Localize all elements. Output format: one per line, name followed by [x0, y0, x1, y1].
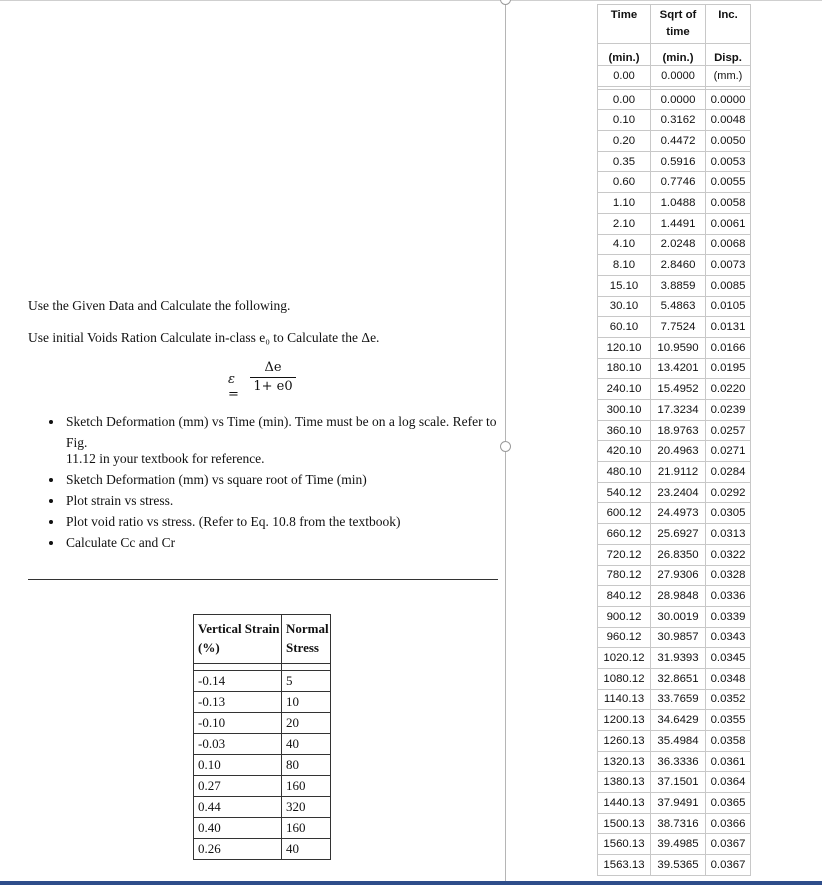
sqrt-time-cell: 28.9848: [651, 586, 706, 607]
time-cell: 60.10: [597, 317, 651, 338]
stress-cell: 160: [282, 776, 331, 797]
task-text: Plot strain vs stress.: [66, 493, 174, 508]
time-cell: 180.10: [597, 359, 651, 380]
instruction-line-1: Use the Given Data and Calculate the following.: [28, 298, 291, 313]
table-units-row: [597, 66, 751, 87]
strain-cell: 0.26: [194, 839, 282, 860]
table-row: [597, 814, 751, 835]
disp-cell: 0.0366: [706, 814, 751, 835]
sqrt-time-cell: 30.9857: [651, 628, 706, 649]
formula-fraction: [250, 360, 296, 395]
table-row: [597, 359, 751, 380]
table-row: [597, 462, 751, 483]
table-row: [597, 90, 751, 111]
sqrt-cell: 0.0000: [651, 66, 706, 87]
header-time: Time: [597, 4, 651, 44]
time-cell: 540.12: [597, 483, 651, 504]
strain-stress-table: [193, 614, 331, 860]
task-text-continued: 11.12 in your textbook for reference.: [66, 451, 265, 466]
formula-numerator: Δe: [264, 360, 282, 375]
table-row: [194, 797, 331, 818]
table-row: [597, 441, 751, 462]
strain-cell: -0.13: [194, 692, 282, 713]
time-cell: 1.10: [597, 193, 651, 214]
time-cell: 840.12: [597, 586, 651, 607]
disp-cell: 0.0068: [706, 235, 751, 256]
disp-cell: 0.0195: [706, 359, 751, 380]
disp-cell: 0.0292: [706, 483, 751, 504]
sqrt-time-cell: 10.9590: [651, 338, 706, 359]
resize-handle-top[interactable]: [500, 0, 511, 5]
table-row: [597, 317, 751, 338]
sqrt-time-cell: 26.8350: [651, 545, 706, 566]
disp-cell: 0.0348: [706, 669, 751, 690]
header-inc: Inc.: [706, 4, 751, 44]
consolidation-rows: [597, 90, 751, 876]
stress-cell: 40: [282, 734, 331, 755]
table-row: [597, 276, 751, 297]
bottom-bar: [0, 881, 822, 885]
disp-cell: 0.0305: [706, 503, 751, 524]
table-row: [597, 110, 751, 131]
time-cell: 720.12: [597, 545, 651, 566]
task-text: Plot void ratio vs stress. (Refer to Eq. 10.8 from the textbook): [66, 514, 401, 529]
strain-cell: -0.10: [194, 713, 282, 734]
sqrt-time-cell: 18.9763: [651, 421, 706, 442]
sqrt-time-cell: 39.4985: [651, 834, 706, 855]
table-row: [597, 152, 751, 173]
table-row: [597, 297, 751, 318]
sqrt-time-cell: 1.0488: [651, 193, 706, 214]
table-row: [597, 193, 751, 214]
table-row: [597, 772, 751, 793]
table-row: [194, 839, 331, 860]
sqrt-time-cell: 15.4952: [651, 379, 706, 400]
sqrt-time-cell: 1.4491: [651, 214, 706, 235]
sqrt-time-cell: 33.7659: [651, 690, 706, 711]
time-cell: 1260.13: [597, 731, 651, 752]
table-row: [597, 607, 751, 628]
disp-cell: 0.0000: [706, 90, 751, 111]
time-cell: 0.00: [597, 90, 651, 111]
disp-cell: 0.0105: [706, 297, 751, 318]
stress-cell: 20: [282, 713, 331, 734]
disp-cell: 0.0061: [706, 214, 751, 235]
stress-cell: 10: [282, 692, 331, 713]
table-row: [597, 235, 751, 256]
sqrt-time-cell: 7.7524: [651, 317, 706, 338]
sqrt-time-cell: 2.0248: [651, 235, 706, 256]
disp-cell: 0.0339: [706, 607, 751, 628]
table-row: [597, 503, 751, 524]
sqrt-time-cell: 27.9306: [651, 566, 706, 587]
strain-cell: 0.44: [194, 797, 282, 818]
table-header-row: [597, 44, 751, 66]
stress-cell: 40: [282, 839, 331, 860]
time-cell: 900.12: [597, 607, 651, 628]
time-cell: 1320.13: [597, 752, 651, 773]
time-cell: 1500.13: [597, 814, 651, 835]
instruction-line-2: Use initial Voids Ration Calculate in-class e₀ to Calculate the Δe.: [28, 330, 380, 345]
disp-cell: 0.0257: [706, 421, 751, 442]
disp-cell: 0.0313: [706, 524, 751, 545]
table-row: [597, 669, 751, 690]
task-item: [64, 532, 504, 553]
sqrt-time-cell: 0.4472: [651, 131, 706, 152]
sqrt-time-cell: 24.4973: [651, 503, 706, 524]
sqrt-time-cell: 37.9491: [651, 793, 706, 814]
time-cell: 780.12: [597, 566, 651, 587]
formula-lhs: ε =: [228, 372, 239, 402]
table-row: [194, 734, 331, 755]
header-time-unit: (min.): [597, 44, 651, 66]
stress-cell: 5: [282, 671, 331, 692]
disp-cell: 0.0365: [706, 793, 751, 814]
time-cell: 1200.13: [597, 710, 651, 731]
strain-cell: 0.40: [194, 818, 282, 839]
stress-cell: 160: [282, 818, 331, 839]
task-text: Sketch Deformation (mm) vs square root of Time (min): [66, 472, 367, 487]
disp-cell: 0.0284: [706, 462, 751, 483]
table-header-row: [597, 4, 751, 44]
disp-cell: 0.0355: [706, 710, 751, 731]
table-row: [597, 648, 751, 669]
time-cell: 1020.12: [597, 648, 651, 669]
table-row: [194, 818, 331, 839]
table-row: [194, 713, 331, 734]
time-cell: 960.12: [597, 628, 651, 649]
sqrt-time-cell: 31.9393: [651, 648, 706, 669]
table-row: [597, 172, 751, 193]
strain-cell: 0.10: [194, 755, 282, 776]
time-cell: 1380.13: [597, 772, 651, 793]
horizontal-rule: [28, 579, 498, 580]
disp-cell: 0.0048: [706, 110, 751, 131]
disp-cell: 0.0271: [706, 441, 751, 462]
time-cell: 8.10: [597, 255, 651, 276]
sqrt-time-cell: 0.5916: [651, 152, 706, 173]
disp-cell: 0.0322: [706, 545, 751, 566]
table-row: [597, 483, 751, 504]
disp-cell: 0.0358: [706, 731, 751, 752]
disp-cell: 0.0053: [706, 152, 751, 173]
time-cell: 600.12: [597, 503, 651, 524]
table-row: [597, 690, 751, 711]
strain-cell: -0.03: [194, 734, 282, 755]
sqrt-time-cell: 0.3162: [651, 110, 706, 131]
disp-cell: 0.0131: [706, 317, 751, 338]
time-cell: 660.12: [597, 524, 651, 545]
time-cell: 300.10: [597, 400, 651, 421]
table-row: [597, 338, 751, 359]
table-row: [597, 752, 751, 773]
disp-cell: 0.0367: [706, 834, 751, 855]
time-cell: 1140.13: [597, 690, 651, 711]
sqrt-time-cell: 39.5365: [651, 855, 706, 876]
table-row: [194, 755, 331, 776]
table-row: [597, 214, 751, 235]
disp-cell: 0.0343: [706, 628, 751, 649]
sqrt-time-cell: 3.8859: [651, 276, 706, 297]
header-disp: Disp.: [706, 44, 751, 66]
table-row: [597, 400, 751, 421]
disp-cell: 0.0367: [706, 855, 751, 876]
table-row: [194, 776, 331, 797]
sqrt-time-cell: 30.0019: [651, 607, 706, 628]
sqrt-time-cell: 0.7746: [651, 172, 706, 193]
time-cell: 420.10: [597, 441, 651, 462]
sqrt-time-cell: 25.6927: [651, 524, 706, 545]
disp-cell: 0.0345: [706, 648, 751, 669]
table-row: [597, 421, 751, 442]
formula-denominator: 1+ e0: [253, 379, 293, 394]
disp-cell: 0.0166: [706, 338, 751, 359]
time-cell: 120.10: [597, 338, 651, 359]
disp-cell: 0.0058: [706, 193, 751, 214]
table-row: [194, 671, 331, 692]
disp-cell: 0.0220: [706, 379, 751, 400]
sqrt-time-cell: 2.8460: [651, 255, 706, 276]
table-row: [194, 692, 331, 713]
table-header-row: [194, 615, 331, 664]
time-cell: 2.10: [597, 214, 651, 235]
sqrt-time-cell: 17.3234: [651, 400, 706, 421]
disp-cell: 0.0361: [706, 752, 751, 773]
header-sqrt-unit: (min.): [651, 44, 706, 66]
sqrt-time-cell: 5.4863: [651, 297, 706, 318]
stress-cell: 80: [282, 755, 331, 776]
task-item: [64, 411, 504, 467]
disp-cell: 0.0073: [706, 255, 751, 276]
table-row: [597, 379, 751, 400]
disp-cell: 0.0352: [706, 690, 751, 711]
sqrt-time-cell: 38.7316: [651, 814, 706, 835]
time-cell: 0.00: [597, 66, 651, 87]
stress-cell: 320: [282, 797, 331, 818]
disp-unit-cell: (mm.): [706, 66, 751, 87]
task-item: [64, 469, 504, 490]
time-cell: 0.60: [597, 172, 651, 193]
time-cell: 240.10: [597, 379, 651, 400]
header-vertical-strain: Vertical Strain (%): [194, 615, 282, 664]
time-cell: 1560.13: [597, 834, 651, 855]
time-cell: 4.10: [597, 235, 651, 256]
task-text: Sketch Deformation (mm) vs Time (min). Time must be on a log scale. Refer to Fig.: [66, 414, 497, 450]
table-row: [597, 793, 751, 814]
disp-cell: 0.0364: [706, 772, 751, 793]
task-list: [46, 411, 504, 553]
sqrt-time-cell: 0.0000: [651, 90, 706, 111]
time-cell: 0.35: [597, 152, 651, 173]
header-normal-stress: Normal Stress: [282, 615, 331, 664]
sqrt-time-cell: 13.4201: [651, 359, 706, 380]
disp-cell: 0.0085: [706, 276, 751, 297]
disp-cell: 0.0055: [706, 172, 751, 193]
time-cell: 15.10: [597, 276, 651, 297]
table-row: [597, 545, 751, 566]
sqrt-time-cell: 36.3336: [651, 752, 706, 773]
time-cell: 0.10: [597, 110, 651, 131]
time-cell: 1440.13: [597, 793, 651, 814]
task-item: [64, 511, 504, 532]
task-text: Calculate Cc and Cr: [66, 535, 176, 550]
strain-cell: -0.14: [194, 671, 282, 692]
disp-cell: 0.0328: [706, 566, 751, 587]
table-row: [597, 710, 751, 731]
table-row: [597, 566, 751, 587]
table-row: [597, 628, 751, 649]
sqrt-time-cell: 21.9112: [651, 462, 706, 483]
time-cell: 1080.12: [597, 669, 651, 690]
table-row: [597, 731, 751, 752]
time-cell: 1563.13: [597, 855, 651, 876]
table-spacer-row: [194, 664, 331, 671]
time-cell: 480.10: [597, 462, 651, 483]
header-sqrt-time: Sqrt of time: [651, 4, 706, 44]
sqrt-time-cell: 32.8651: [651, 669, 706, 690]
disp-cell: 0.0336: [706, 586, 751, 607]
fraction-bar: [250, 377, 296, 378]
table-row: [597, 586, 751, 607]
consolidation-table: [597, 4, 751, 876]
sqrt-time-cell: 23.2404: [651, 483, 706, 504]
time-cell: 0.20: [597, 131, 651, 152]
time-cell: 30.10: [597, 297, 651, 318]
table-row: [597, 255, 751, 276]
task-item: [64, 490, 504, 511]
time-cell: 360.10: [597, 421, 651, 442]
table-row: [597, 524, 751, 545]
table-row: [597, 855, 751, 876]
top-border: [0, 0, 822, 1]
strain-cell: 0.27: [194, 776, 282, 797]
sqrt-time-cell: 34.6429: [651, 710, 706, 731]
sqrt-time-cell: 37.1501: [651, 772, 706, 793]
sqrt-time-cell: 35.4984: [651, 731, 706, 752]
disp-cell: 0.0050: [706, 131, 751, 152]
table-row: [597, 834, 751, 855]
table-row: [597, 131, 751, 152]
disp-cell: 0.0239: [706, 400, 751, 421]
sqrt-time-cell: 20.4963: [651, 441, 706, 462]
